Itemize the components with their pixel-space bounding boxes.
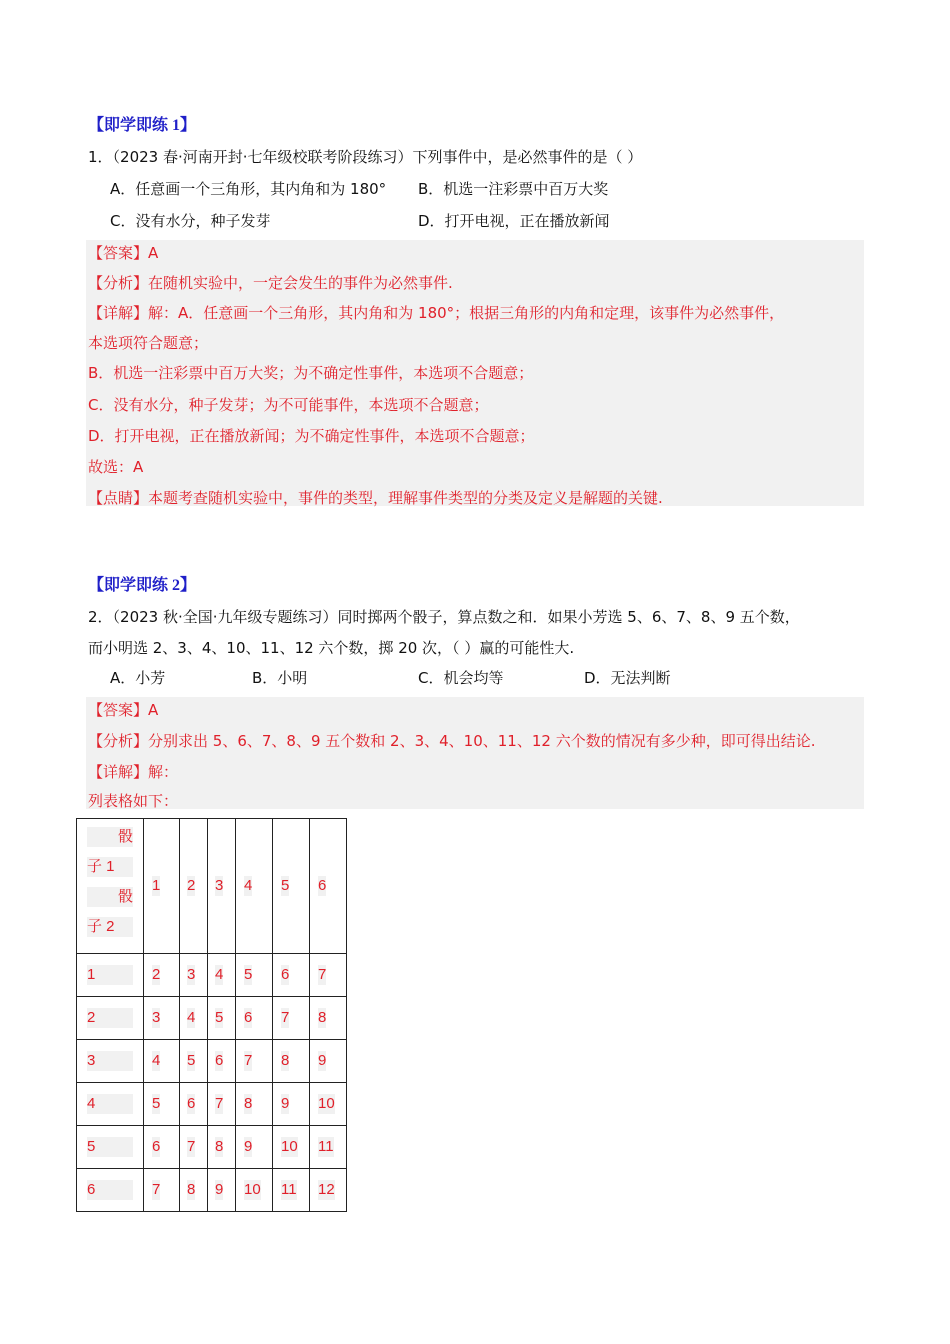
cell-value: 5 (215, 1009, 224, 1026)
option-1b: B．机选一注彩票中百万大奖 (418, 180, 609, 198)
cell-value: 6 (281, 966, 290, 983)
table-cell (236, 1169, 273, 1212)
analysis-tag: 【分析】 (88, 274, 149, 292)
table-cell (180, 1083, 208, 1126)
answer-block-2 (86, 697, 864, 809)
detail-1 (88, 302, 784, 324)
cell-value: 11 (281, 1181, 297, 1198)
answer-2 (88, 699, 158, 721)
cell-value: 7 (152, 1181, 161, 1198)
detail-2 (88, 761, 178, 783)
table-cell (236, 997, 273, 1040)
cell-value: 12 (318, 1181, 335, 1198)
table-header-row (77, 819, 347, 954)
cell-value: 10 (318, 1095, 335, 1112)
question-2-line1: 2．（2023 秋·全国·九年级专题练习）同时掷两个骰子，算点数之和．如果小芳选 5、6、7、8、9 五个数， (88, 608, 800, 626)
table-cell (208, 997, 236, 1040)
table-row (77, 1169, 347, 1212)
cell-value: 9 (215, 1181, 224, 1198)
option-1a: A．任意画一个三角形，其内角和为 180° (110, 180, 387, 198)
row-header-text: 6 (87, 1180, 133, 1200)
detail-text: 解： (148, 763, 179, 781)
detail-1-b: B．机选一注彩票中百万大奖；为不确定性事件，本选项不合题意； (88, 364, 534, 382)
table-row (77, 997, 347, 1040)
detail-text: 解：A．任意画一个三角形，其内角和为 180°；根据三角形的内角和定理，该事件为必然事件， (148, 304, 785, 322)
analysis-1 (88, 272, 453, 294)
table-cell (236, 1040, 273, 1083)
table-cell (144, 1083, 180, 1126)
cell-value: 10 (281, 1138, 298, 1155)
cell-value: 8 (187, 1181, 196, 1198)
detail-1-line2: 本选项符合题意； (88, 334, 209, 352)
cell-value: 7 (244, 1052, 253, 1069)
row-header (77, 1126, 144, 1169)
row-header-text: 4 (87, 1094, 133, 1114)
row-header (77, 954, 144, 997)
table-cell (144, 1040, 180, 1083)
cell-value: 3 (152, 1009, 161, 1026)
col-header (236, 819, 273, 954)
table-cell (144, 997, 180, 1040)
cell-value: 8 (318, 1009, 327, 1026)
col-header (180, 819, 208, 954)
col-header-text: 4 (244, 877, 253, 894)
answer-1 (88, 242, 158, 264)
detail-tag: 【详解】 (88, 304, 149, 322)
detail-1-d: D．打开电视，正在播放新闻；为不确定性事件，本选项不合题意； (88, 427, 535, 445)
cell-value: 9 (244, 1138, 253, 1155)
table-cell (310, 997, 347, 1040)
table-cell (208, 1126, 236, 1169)
row-header (77, 1083, 144, 1126)
table-cell (273, 1169, 310, 1212)
cell-value: 6 (215, 1052, 224, 1069)
detail-tag: 【详解】 (88, 763, 149, 781)
row-header (77, 1169, 144, 1212)
analysis-text: 分别求出 5、6、7、8、9 五个数和 2、3、4、10、11、12 六个数的情况有多少种，即可得出结论. (148, 732, 816, 750)
col-header-text: 5 (281, 877, 290, 894)
cell-value: 10 (244, 1181, 261, 1198)
answer-tag: 【答案】 (88, 244, 149, 262)
table-cell (310, 1169, 347, 1212)
cell-value: 5 (152, 1095, 161, 1112)
answer-value: A (148, 244, 159, 262)
cell-value: 8 (281, 1052, 290, 1069)
table-cell (273, 1126, 310, 1169)
answer-tag: 【答案】 (88, 701, 149, 719)
cell-value: 6 (152, 1138, 161, 1155)
col-header (208, 819, 236, 954)
analysis-2 (88, 730, 815, 752)
cell-value: 8 (244, 1095, 253, 1112)
row-header-text: 2 (87, 1008, 133, 1028)
option-2b: B．小明 (252, 669, 308, 687)
table-cell (273, 997, 310, 1040)
cell-value: 8 (215, 1138, 224, 1155)
cell-value: 6 (187, 1095, 196, 1112)
table-cell (236, 954, 273, 997)
table-cell (180, 1169, 208, 1212)
heading-practice-1: 【即学即练 1】 (88, 117, 197, 134)
cell-value: 4 (215, 966, 224, 983)
row-header (77, 997, 144, 1040)
table-cell (208, 1169, 236, 1212)
option-1c: C．没有水分，种子发芽 (110, 212, 271, 230)
table-cell (208, 954, 236, 997)
table-cell (310, 1040, 347, 1083)
table-cell (180, 1040, 208, 1083)
cell-value: 7 (187, 1138, 196, 1155)
table-corner-header (77, 819, 144, 954)
table-cell (310, 1083, 347, 1126)
table-cell (310, 1126, 347, 1169)
table-cell (236, 1126, 273, 1169)
col-header (273, 819, 310, 954)
analysis-tag: 【分析】 (88, 732, 149, 750)
cell-value: 2 (152, 966, 161, 983)
option-2a: A．小芳 (110, 669, 166, 687)
table-cell (310, 954, 347, 997)
answer-value: A (148, 701, 159, 719)
table-cell (273, 1083, 310, 1126)
table-cell (208, 1083, 236, 1126)
corner-line-2: 子 1 (87, 857, 133, 877)
row-header-text: 1 (87, 965, 133, 985)
table-cell (236, 1083, 273, 1126)
table-cell (180, 954, 208, 997)
comment-1 (88, 487, 663, 509)
table-row (77, 1083, 347, 1126)
col-header (144, 819, 180, 954)
col-header (310, 819, 347, 954)
corner-line-3: 骰 (87, 887, 133, 907)
heading-practice-2: 【即学即练 2】 (88, 577, 197, 594)
table-cell (273, 1040, 310, 1083)
cell-value: 7 (281, 1009, 290, 1026)
table-cell (144, 954, 180, 997)
comment-text: 本题考查随机实验中，事件的类型，理解事件类型的分类及定义是解题的关键. (148, 489, 663, 507)
cell-value: 5 (244, 966, 253, 983)
table-row (77, 1126, 347, 1169)
conclusion-1: 故选：A (88, 458, 144, 476)
cell-value: 9 (318, 1052, 327, 1069)
cell-value: 9 (281, 1095, 290, 1112)
option-2c: C．机会均等 (418, 669, 504, 687)
table-cell (180, 997, 208, 1040)
detail-1-c: C．没有水分，种子发芽；为不可能事件，本选项不合题意； (88, 396, 489, 414)
table-cell (273, 954, 310, 997)
cell-value: 5 (187, 1052, 196, 1069)
table-cell (180, 1126, 208, 1169)
cell-value: 7 (215, 1095, 224, 1112)
cell-value: 3 (187, 966, 196, 983)
row-header-text: 5 (87, 1137, 133, 1157)
cell-value: 4 (187, 1009, 196, 1026)
row-header (77, 1040, 144, 1083)
cell-value: 7 (318, 966, 327, 983)
col-header-text: 6 (318, 877, 327, 894)
question-2-line2: 而小明选 2、3、4、10、11、12 六个数，掷 20 次，（ ）赢的可能性大. (88, 639, 575, 657)
analysis-text: 在随机实验中，一定会发生的事件为必然事件. (148, 274, 453, 292)
question-1: 1．（2023 春·河南开封·七年级校联考阶段练习）下列事件中，是必然事件的是（ ） (88, 148, 643, 166)
corner-line-1: 骰 (87, 827, 133, 847)
table-row (77, 954, 347, 997)
option-2d: D．无法判断 (584, 669, 671, 687)
option-1d: D．打开电视，正在播放新闻 (418, 212, 610, 230)
table-row (77, 1040, 347, 1083)
cell-value: 11 (318, 1138, 334, 1155)
dice-sum-table (76, 818, 347, 1212)
col-header-text: 3 (215, 877, 224, 894)
table-cell (144, 1126, 180, 1169)
comment-tag: 【点睛】 (88, 489, 149, 507)
row-header-text: 3 (87, 1051, 133, 1071)
table-cell (208, 1040, 236, 1083)
col-header-text: 2 (187, 877, 196, 894)
table-intro: 列表格如下： (88, 792, 179, 810)
cell-value: 6 (244, 1009, 253, 1026)
corner-line-4: 子 2 (87, 917, 133, 937)
col-header-text: 1 (152, 877, 161, 894)
table-cell (144, 1169, 180, 1212)
cell-value: 4 (152, 1052, 161, 1069)
